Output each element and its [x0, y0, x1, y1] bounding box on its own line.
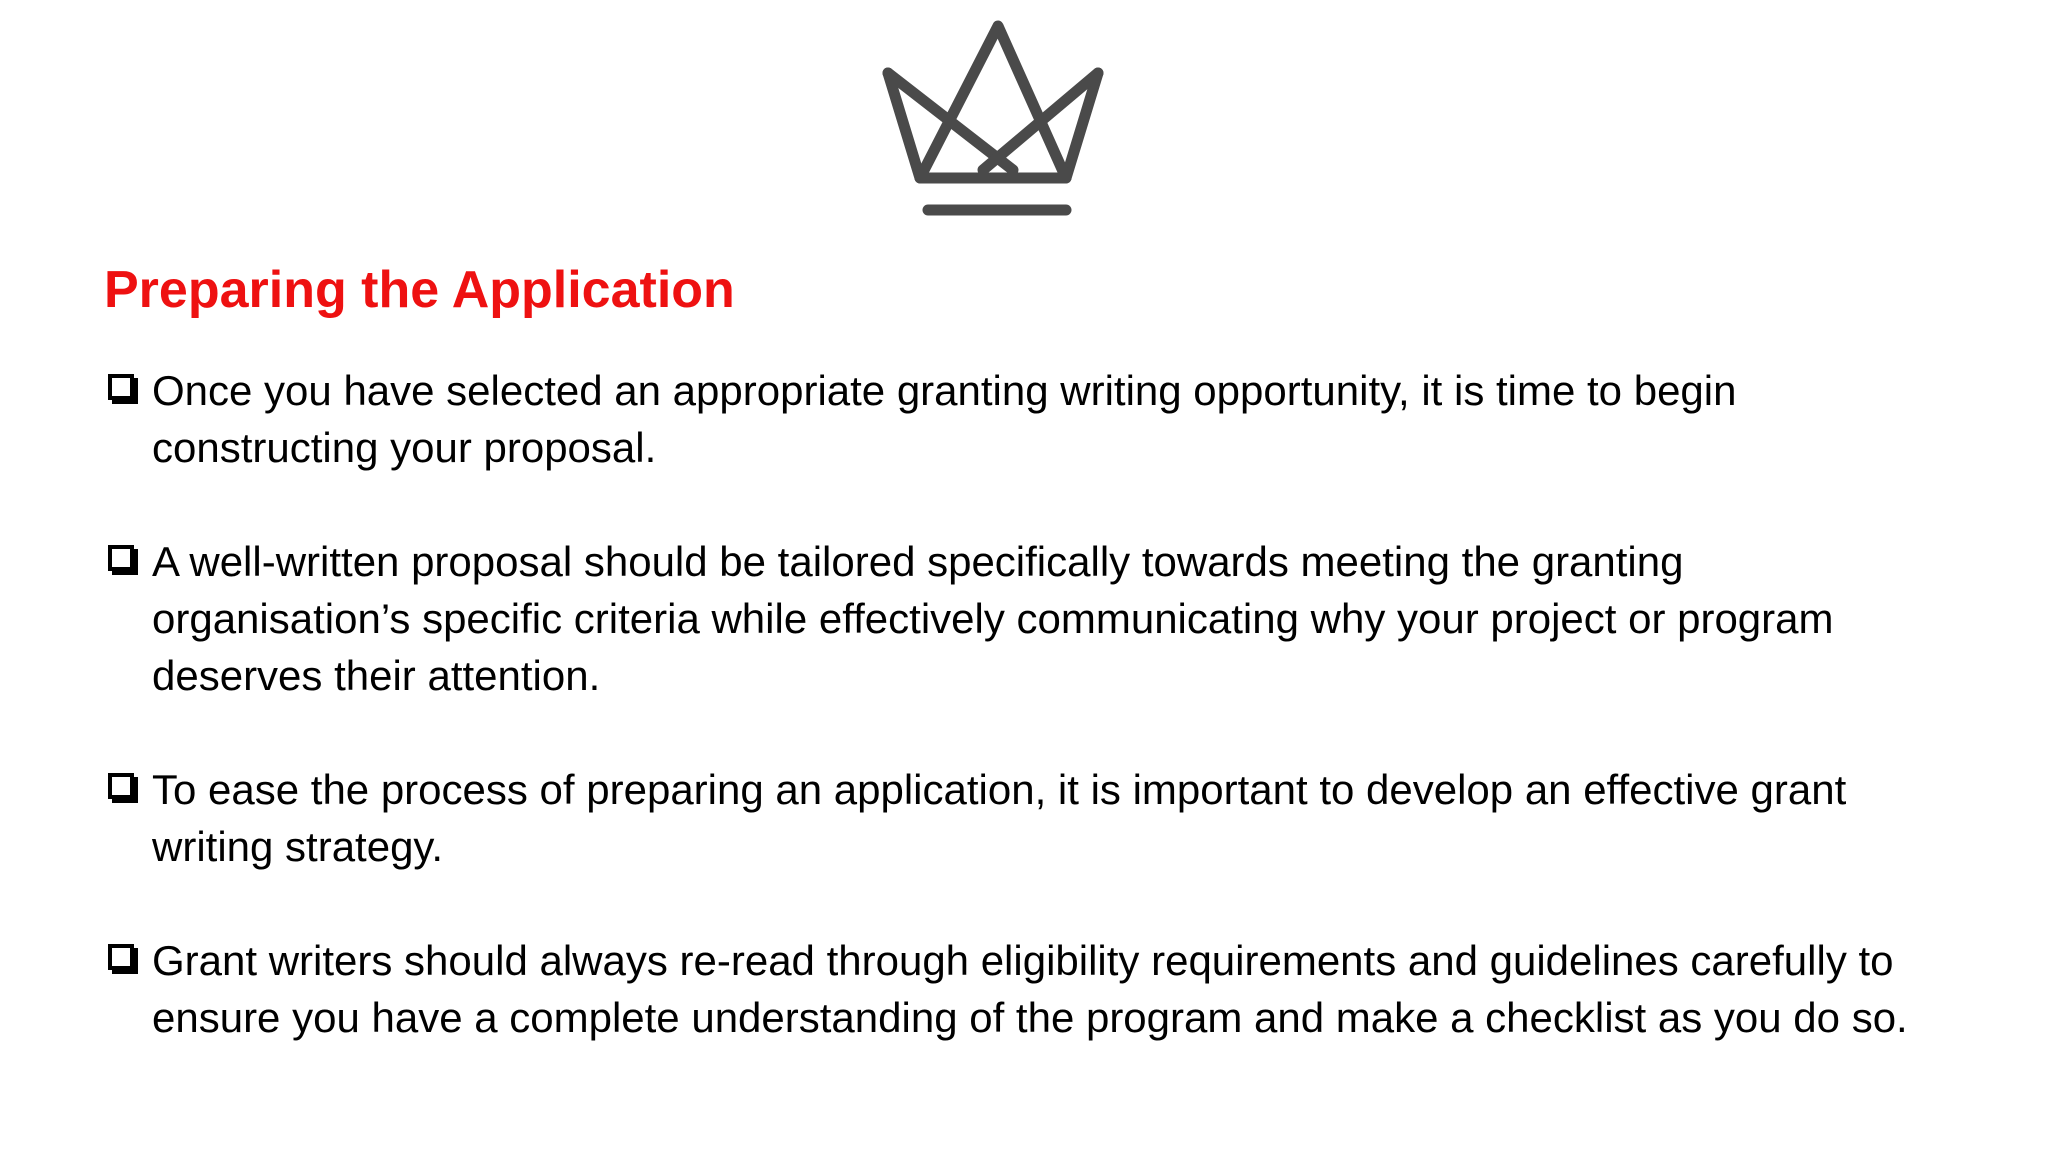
bullet-list: [104, 362, 2004, 1046]
bullet-line: To ease the process of preparing an application, it is important to develop an effective grant: [152, 766, 1847, 813]
bullet-line: constructing your proposal.: [152, 424, 657, 471]
list-item: [104, 761, 2004, 875]
bullet-line: writing strategy.: [152, 823, 443, 870]
bullet-line: ensure you have a complete understanding of the program and make a checklist as you do so.: [152, 994, 1908, 1041]
list-item: [104, 932, 2004, 1046]
bullet-line: Grant writers should always re-read through eligibility requirements and guidelines carefully to: [152, 937, 1894, 984]
bullet-line: organisation’s specific criteria while effectively communicating why your project or program: [152, 595, 1834, 642]
checkbox-bullet-icon: [108, 773, 134, 799]
bullet-line: deserves their attention.: [152, 652, 601, 699]
list-item: [104, 533, 2004, 704]
crown-icon: [878, 18, 1118, 218]
checkbox-bullet-icon: [108, 374, 134, 400]
list-item: [104, 362, 2004, 476]
bullet-line: A well-written proposal should be tailored specifically towards meeting the granting: [152, 538, 1684, 585]
page-title: Preparing the Application: [104, 261, 735, 319]
checkbox-bullet-icon: [108, 545, 134, 571]
bullet-line: Once you have selected an appropriate granting writing opportunity, it is time to begin: [152, 367, 1737, 414]
checkbox-bullet-icon: [108, 944, 134, 970]
